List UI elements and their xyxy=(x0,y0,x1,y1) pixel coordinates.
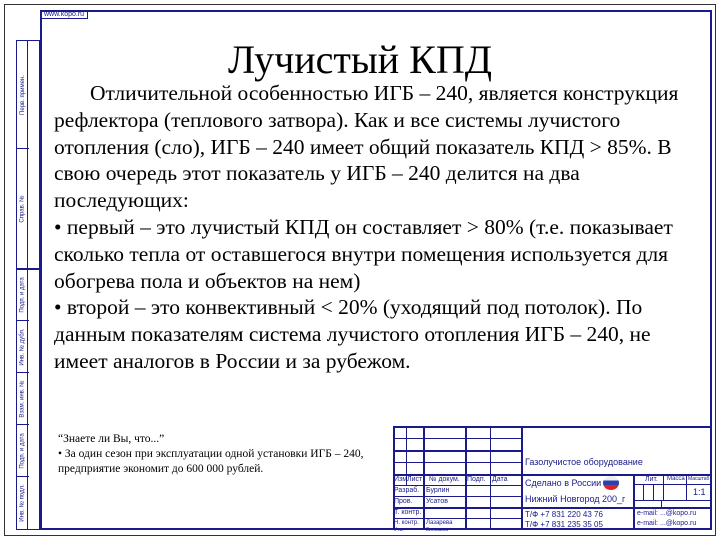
paragraph: Отличительной особенностью ИГБ – 240, является конструкция рефлектора (теплового затвора). Как и все системы лучистого отопления (сло), ИГБ – 240 имеет общий показатель КПД > 85%. В свою очередь этот показатель у ИГБ – 240 делится на два последующих: xyxy=(54,81,679,213)
side-block-bottom xyxy=(16,268,40,530)
col-date: Дата xyxy=(492,476,508,483)
phone: Т/Ф +7 831 235 35 05 xyxy=(525,520,603,529)
role-name: Бурлин xyxy=(426,487,450,494)
side-label: Взам. инв. № xyxy=(20,379,27,418)
scale-value: 1:1 xyxy=(693,487,706,497)
side-label: Перв. примен. xyxy=(20,74,27,115)
title-block xyxy=(393,426,712,533)
side-label: Подп. и дата xyxy=(20,276,26,313)
col-list: Лист xyxy=(407,476,423,483)
city: Нижний Новгород 200_г xyxy=(525,494,626,504)
email[interactable]: e-mail: ...@kopo.ru xyxy=(637,520,697,527)
col-doc: № докум. xyxy=(429,476,460,483)
made-in: Сделано в России xyxy=(525,478,602,488)
slide-title: Лучистый КПД xyxy=(227,37,493,82)
col-sign: Подп. xyxy=(467,476,486,483)
col-izm: Изм. xyxy=(394,476,409,483)
note-title: “Знаете ли Вы, что...” xyxy=(58,433,165,445)
side-label: Инв. № подл. xyxy=(20,484,26,522)
role-name: Зиновьев xyxy=(426,527,449,533)
russia-flag-icon xyxy=(603,476,619,490)
did-you-know-note xyxy=(58,432,378,477)
role: Т. контр. xyxy=(394,509,422,516)
site-url[interactable]: www.kopo.ru xyxy=(40,10,88,19)
role: Пров. xyxy=(394,498,413,505)
side-label: Справ. № xyxy=(20,194,26,223)
scale-label: Масштаб xyxy=(688,476,710,482)
role: Разраб. xyxy=(394,487,420,494)
note-text: • За один сезон при эксплуатации одной установки ИГБ – 240, предприятие экономит до 600 000 рублей. xyxy=(58,448,364,475)
role: Утв. xyxy=(394,527,404,533)
mass-label: Масса xyxy=(667,476,685,482)
lit-label: Лит. xyxy=(645,476,658,483)
role-name: Усатов xyxy=(426,498,448,505)
role-name: Лазарева xyxy=(426,520,453,526)
doc-title: Газолучистое оборудование xyxy=(525,457,643,467)
side-label: Подп. и дата xyxy=(20,432,26,469)
slide-body xyxy=(54,80,694,375)
bullet-item: • второй – это конвективный < 20% (уходящий под потолок). По данным показателям система лучистого отопления ИГБ – 240, не имеет аналогов в России и за рубежом. xyxy=(54,295,651,373)
bullet-item: • первый – это лучистый КПД он составляет > 80% (т.е. показывает сколько тепла от оставшегося внутри помещения используется для обогрева пола и объектов на нем) xyxy=(54,214,673,293)
phone: Т/Ф +7 831 220 43 76 xyxy=(525,510,603,519)
side-label: Инв. № дубл. xyxy=(20,327,26,366)
role: Н. контр. xyxy=(394,520,419,526)
email[interactable]: e-mail: ...@kopo.ru xyxy=(637,510,697,517)
